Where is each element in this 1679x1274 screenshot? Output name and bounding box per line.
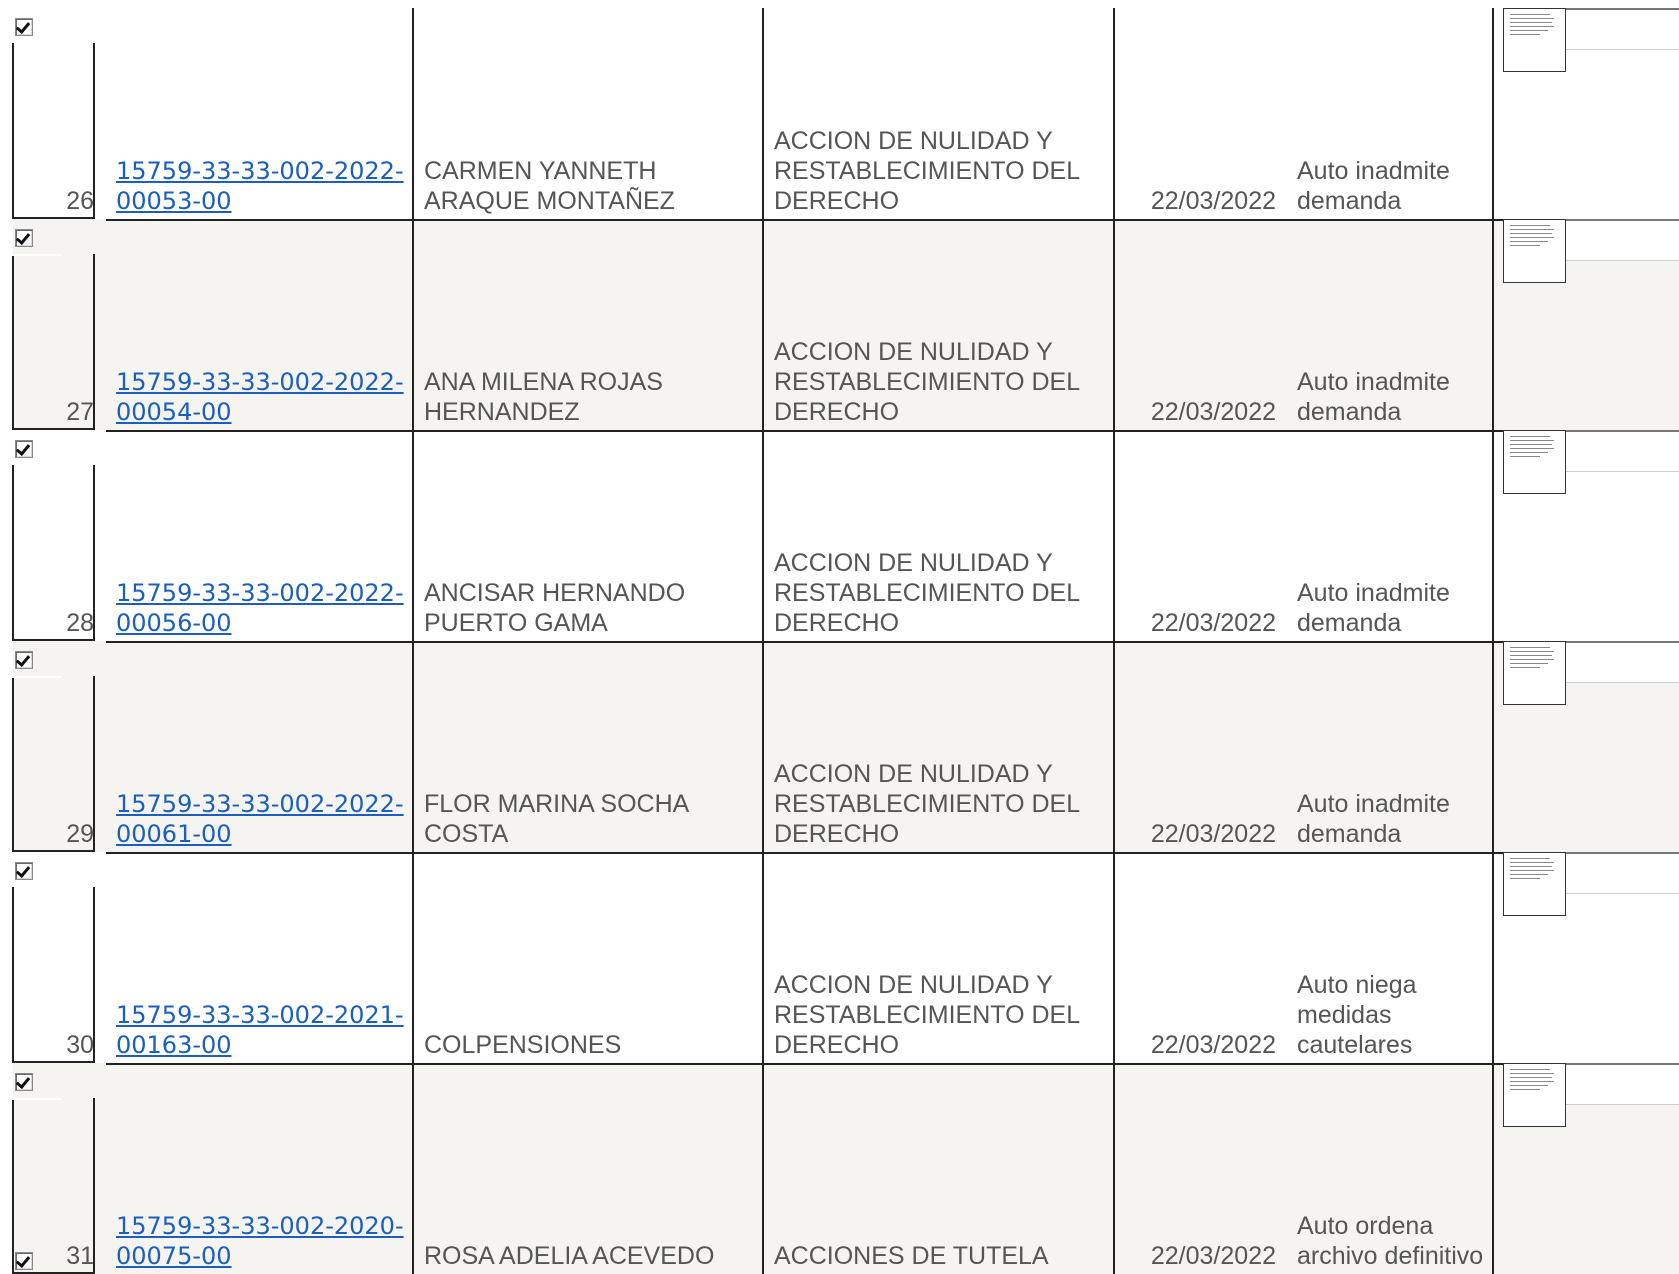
action-class: ACCION DE NULIDAD Y RESTABLECIMIENTO DEL DERECHO <box>774 760 1080 848</box>
column-divider <box>1492 219 1494 430</box>
document-thumbnail[interactable] <box>1503 8 1679 72</box>
broken-image-icon <box>1503 1063 1566 1127</box>
table-row <box>0 641 1679 852</box>
row-number: 26 <box>66 187 94 215</box>
row-divider <box>106 430 1679 432</box>
row-checkbox[interactable] <box>15 440 33 458</box>
column-divider <box>1492 852 1494 1063</box>
row-checkbox[interactable] <box>15 862 33 880</box>
action-class: ACCION DE NULIDAD Y RESTABLECIMIENTO DEL DERECHO <box>774 338 1080 426</box>
row-number: 27 <box>66 398 94 426</box>
row-checkbox[interactable] <box>15 18 33 36</box>
party-name: COLPENSIONES <box>424 1031 622 1059</box>
checkmark-icon <box>16 230 30 245</box>
column-divider <box>762 641 764 852</box>
column-divider <box>412 219 414 430</box>
row-checkbox-secondary[interactable] <box>15 1252 33 1270</box>
party-name: CARMEN YANNETH ARAQUE MONTAÑEZ <box>424 157 675 215</box>
broken-image-icon <box>1503 430 1566 494</box>
column-divider <box>762 1063 764 1274</box>
table-row <box>0 0 1679 219</box>
radicado-link[interactable]: 15759-33-33-002-2022-​00056-00 <box>116 579 404 637</box>
row-number: 29 <box>66 820 94 848</box>
row-checkbox[interactable] <box>15 1073 33 1091</box>
radicado-link[interactable]: 15759-33-33-002-2021-​00163-00 <box>116 1001 404 1059</box>
column-divider <box>762 852 764 1063</box>
action-description: Auto inadmite demanda <box>1297 579 1450 637</box>
column-divider <box>1492 8 1494 219</box>
checkmark-icon <box>16 1074 30 1089</box>
action-description: Auto inadmite demanda <box>1297 790 1450 848</box>
document-thumbnail[interactable] <box>1503 1063 1679 1127</box>
table-row <box>0 1063 1679 1274</box>
action-description: Auto inadmite demanda <box>1297 157 1450 215</box>
date-cell: 22/03/2022 <box>1150 1031 1276 1059</box>
action-class: ACCION DE NULIDAD Y RESTABLECIMIENTO DEL DERECHO <box>774 971 1080 1059</box>
broken-image-icon <box>1503 852 1566 916</box>
broken-image-icon <box>1503 8 1566 72</box>
column-divider <box>412 1063 414 1274</box>
row-number: 30 <box>66 1031 94 1059</box>
checkmark-icon <box>16 863 30 878</box>
table-row <box>0 852 1679 1063</box>
column-divider <box>1492 1063 1494 1274</box>
action-class: ACCIONES DE TUTELA <box>774 1242 1049 1270</box>
column-divider <box>412 641 414 852</box>
row-divider <box>106 852 1679 854</box>
action-class: ACCION DE NULIDAD Y RESTABLECIMIENTO DEL DERECHO <box>774 549 1080 637</box>
row-divider <box>106 641 1679 643</box>
document-thumbnail[interactable] <box>1503 641 1679 705</box>
date-cell: 22/03/2022 <box>1150 1242 1276 1270</box>
table-row <box>0 430 1679 641</box>
date-cell: 22/03/2022 <box>1150 187 1276 215</box>
date-cell: 22/03/2022 <box>1150 609 1276 637</box>
radicado-link[interactable]: 15759-33-33-002-2022-​00053-00 <box>116 157 404 215</box>
row-checkbox[interactable] <box>15 651 33 669</box>
party-name: ANA MILENA ROJAS HERNANDEZ <box>424 368 663 426</box>
checkmark-icon <box>16 1253 30 1268</box>
party-name: FLOR MARINA SOCHA COSTA <box>424 790 688 848</box>
table-row <box>0 219 1679 430</box>
column-divider <box>762 219 764 430</box>
action-description: Auto ordena archivo definitivo <box>1297 1212 1484 1270</box>
action-description: Auto niega medidas cautelares <box>1297 971 1417 1059</box>
action-class: ACCION DE NULIDAD Y RESTABLECIMIENTO DEL DERECHO <box>774 127 1080 215</box>
column-divider <box>412 430 414 641</box>
row-number: 31 <box>66 1242 94 1270</box>
column-divider <box>762 430 764 641</box>
date-cell: 22/03/2022 <box>1150 398 1276 426</box>
checkmark-icon <box>16 652 30 667</box>
broken-image-icon <box>1503 219 1566 283</box>
column-divider <box>412 852 414 1063</box>
column-divider <box>762 8 764 219</box>
column-divider <box>1492 641 1494 852</box>
radicado-link[interactable]: 15759-33-33-002-2022-​00061-00 <box>116 790 404 848</box>
document-thumbnail[interactable] <box>1503 219 1679 283</box>
column-divider <box>1492 430 1494 641</box>
checkmark-icon <box>16 19 30 34</box>
row-number: 28 <box>66 609 94 637</box>
radicado-link[interactable]: 15759-33-33-002-2020-​00075-00 <box>116 1212 404 1270</box>
document-thumbnail[interactable] <box>1503 430 1679 494</box>
row-checkbox[interactable] <box>15 229 33 247</box>
document-thumbnail[interactable] <box>1503 852 1679 916</box>
column-divider <box>412 8 414 219</box>
row-divider <box>106 1063 1679 1065</box>
action-description: Auto inadmite demanda <box>1297 368 1450 426</box>
broken-image-icon <box>1503 641 1566 705</box>
date-cell: 22/03/2022 <box>1150 820 1276 848</box>
party-name: ANCISAR HERNANDO PUERTO GAMA <box>424 579 686 637</box>
party-name: ROSA ADELIA ACEVEDO <box>424 1242 715 1270</box>
radicado-link[interactable]: 15759-33-33-002-2022-​00054-00 <box>116 368 404 426</box>
checkmark-icon <box>16 441 30 456</box>
row-divider <box>106 219 1679 221</box>
